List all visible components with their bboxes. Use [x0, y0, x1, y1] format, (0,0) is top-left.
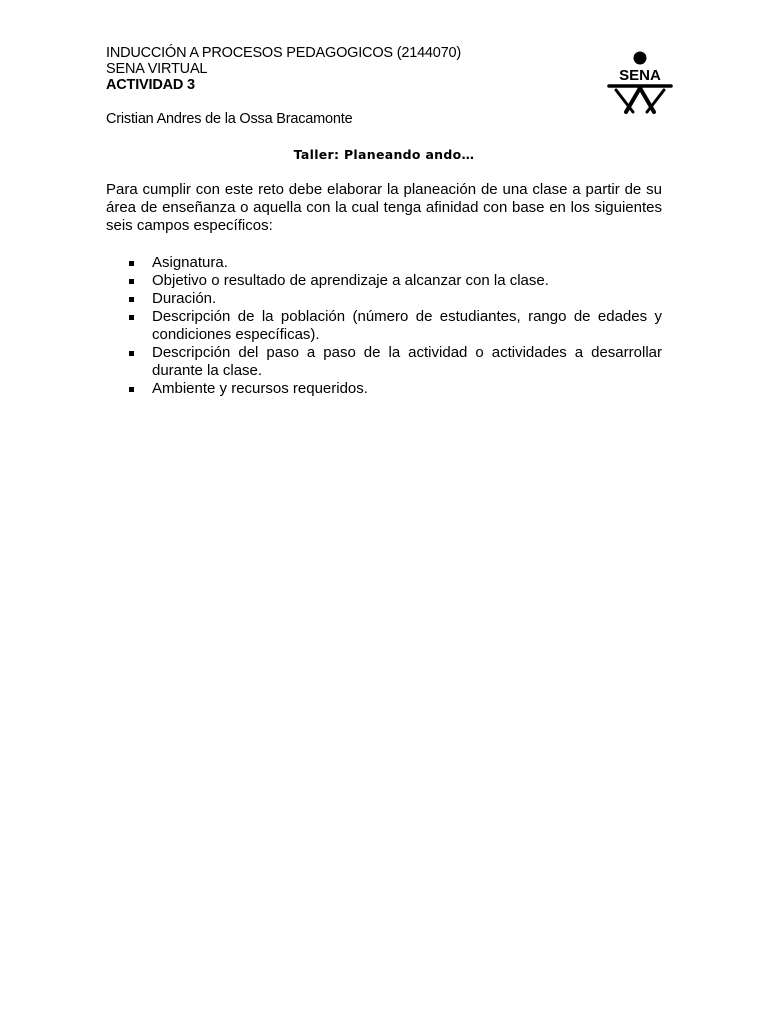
- bullet-square-icon: [129, 261, 134, 266]
- bullet-square-icon: [129, 315, 134, 320]
- list-item-text: Descripción de la población (número de estudiantes, rango de edades y condiciones específicas).: [152, 308, 662, 343]
- document-header: [106, 45, 586, 93]
- bullet-square-icon: [129, 387, 134, 392]
- list-item: [106, 344, 662, 380]
- bullet-square-icon: [129, 297, 134, 302]
- list-item-text: Ambiente y recursos requeridos.: [152, 380, 368, 397]
- program-name: SENA VIRTUAL: [106, 61, 208, 77]
- list-item: [106, 290, 662, 308]
- intro-paragraph: Para cumplir con este reto debe elaborar la planeación de una clase a partir de su área de enseñanza o aquella con la cual tenga afinidad con base en los siguientes seis campos específicos:: [106, 181, 662, 234]
- activity-label: ACTIVIDAD 3: [106, 77, 195, 93]
- list-item-text: Duración.: [152, 290, 217, 307]
- list-item: [106, 380, 662, 398]
- bullet-square-icon: [129, 351, 134, 356]
- logo-wordmark: SENA: [619, 67, 661, 84]
- list-item-text: Descripción del paso a paso de la actividad o actividades a desarrollar durante la clase.: [152, 344, 662, 379]
- requirements-list: [106, 254, 662, 398]
- list-item: [106, 272, 662, 290]
- course-name: INDUCCIÓN A PROCESOS PEDAGOGICOS (2144070): [106, 45, 462, 61]
- list-item: [106, 254, 662, 272]
- list-item-text: Objetivo o resultado de aprendizaje a alcanzar con la clase.: [152, 272, 549, 289]
- bullet-square-icon: [129, 279, 134, 284]
- author-name: Cristian Andres de la Ossa Bracamonte: [106, 111, 353, 127]
- list-item-text: Asignatura.: [152, 254, 228, 271]
- list-item: [106, 308, 662, 344]
- sena-logo-icon: [606, 50, 674, 120]
- workshop-title: Taller: Planeando ando…: [293, 147, 475, 162]
